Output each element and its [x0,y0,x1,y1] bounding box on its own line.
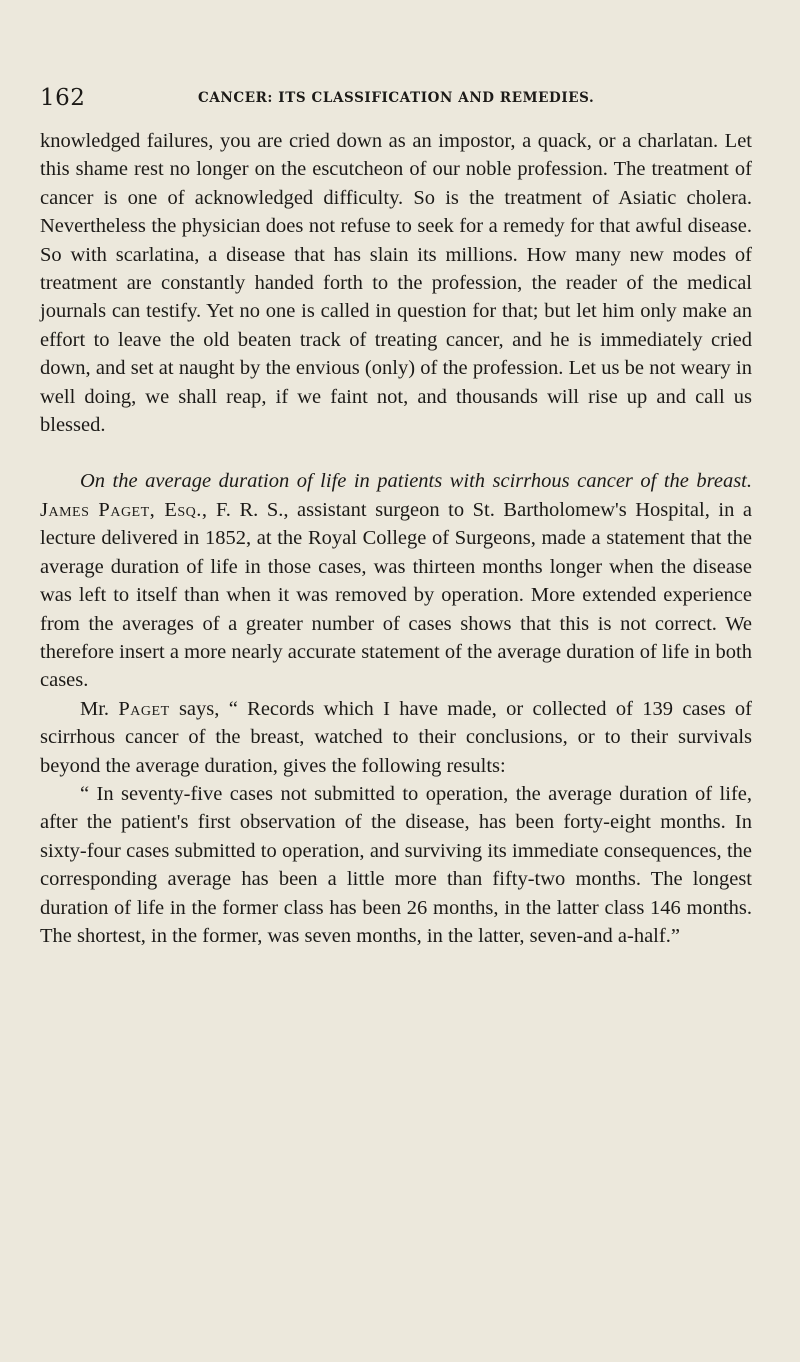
paragraph-quote: “ In seventy-five cases not submitted to operation, the average duration of life, after the patient's first observation of the disease, has been forty-eight months. In sixty-four cases submitted to operation, and surviving its immediate consequences, the corresponding average has been a little more than fifty-two months. The longest duration of life in the former class has been 26 months, in the latter class 146 months. The shortest, in the former, was seven months, in the latter, seven-and a-half.” [40,782,752,947]
running-head [40,84,760,112]
section-heading-italic: On the average duration of life in patients with scirrhous cancer of the breast. [80,470,752,493]
paragraph-paget-says [40,695,752,780]
paragraph-paget-statement [40,467,752,694]
paragraph-continuation: knowledged failures, you are cried down as an impostor, a quack, or a charlatan. Let this shame rest no longer on the escutcheon of our noble profession. The treatment of cancer is one of acknowledged difficulty. So is the treatment of Asiatic cholera. Nevertheless the physician does not refuse to seek for a remedy for that awful disease. So with scarlatina, a disease that has slain its millions. How many new modes of treatment are constantly handed forth to the profession, the reader of the medical journals can testify. Yet no one is called in question for that; but let him only make an effort to leave the old beaten track of treating cancer, and he is immediately cried down, and set at naught by the envious (only) of the profession. Let us be not weary in well doing, we shall reap, if we faint not, and thousands will rise up and call us blessed. [40,130,752,437]
paragraph-text: F. R. S., assistant surgeon to St. Bartholomew's Hospital, in a lecture delivered in 1852, at the Royal College of Surgeons, made a statement that the average duration of life in those cases, was thirteen months longer when the disease was left to itself than when it was removed by operation. More extended experience from the averages of a greater number of cases shows that this is not correct. We therefore insert a more nearly accurate statement of the average duration of life in both cases. [40,498,752,692]
page-number: 162 [40,85,86,111]
paragraph-text-2: says, “ Records which I have made, or collected of 139 cases of scirrhous cancer of the breast, watched to their conclusions, or to their survivals beyond the average duration, gives the following results: [40,697,752,777]
running-title: CANCER: ITS CLASSIFICATION AND REMEDIES. [198,90,595,106]
body-text [40,127,752,950]
author-name: James Paget, Esq., [40,498,208,521]
paragraph-lead: Mr. [80,697,119,720]
author-name-2: Paget [118,697,170,720]
